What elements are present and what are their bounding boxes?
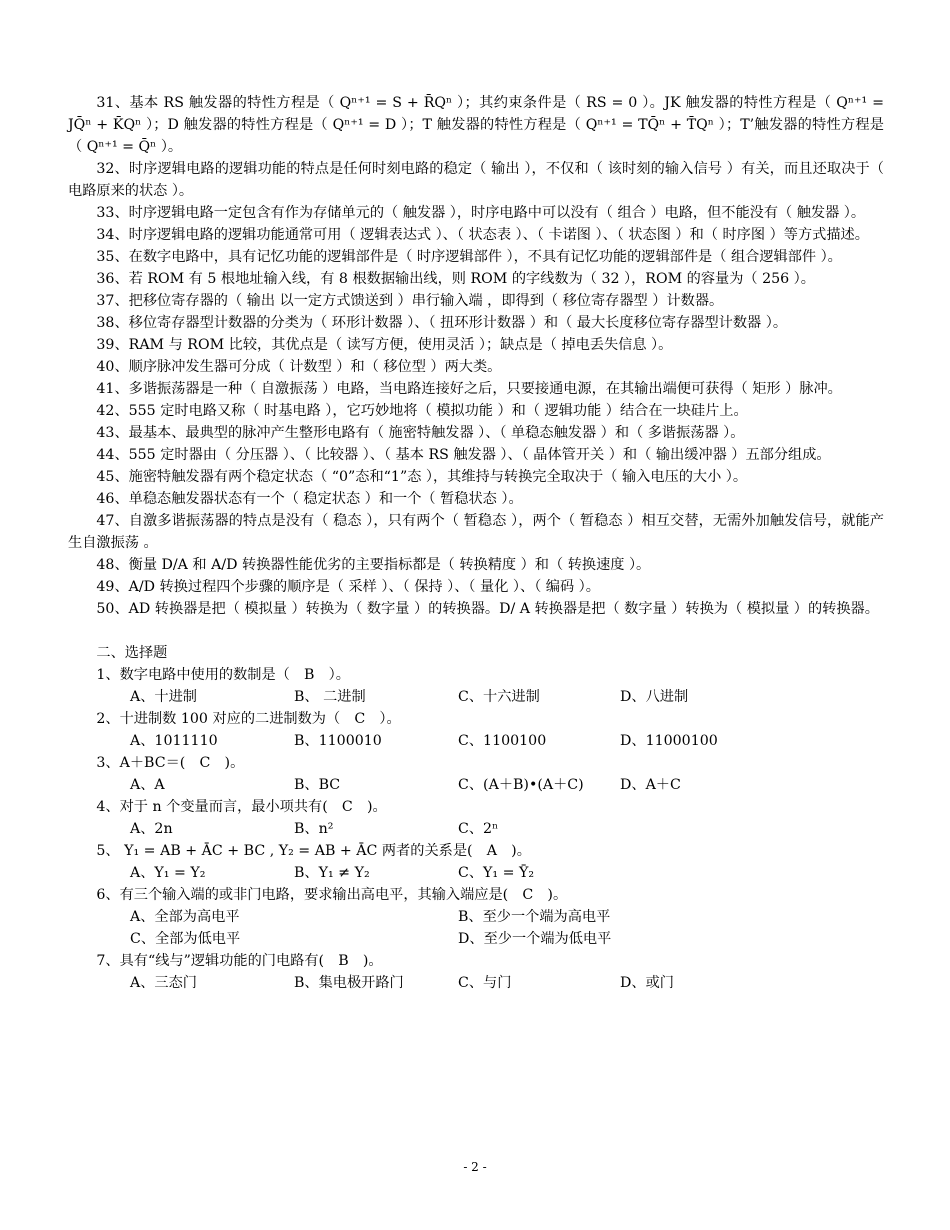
- fill-in-item: 31、基本 RS 触发器的特性方程是（ Qⁿ⁺¹ = S + R̄Qⁿ ）；其约束条件是（ RS = 0 ）。JK 触发器的特性方程是（ Qⁿ⁺¹ = JQ̄ⁿ + K̄Qⁿ ）；D 触发器的特性方程是（ Qⁿ⁺¹ = D ）；T 触发器的特性方程是（ Qⁿ⁺¹ = TQ̄ⁿ + T̄Qⁿ ）；T’触发器的特性方程是（ Qⁿ⁺¹ = Q̄ⁿ ）。: [68, 95, 884, 155]
- page-number: - 2 -: [463, 1160, 487, 1174]
- option: C、Y₁ = Ȳ₂: [458, 865, 535, 881]
- option: A、1011110: [130, 733, 218, 749]
- option: D、11000100: [620, 733, 718, 749]
- option: B、BC: [294, 777, 341, 793]
- option: A、十进制: [130, 689, 197, 705]
- option: B、 二进制: [294, 689, 366, 705]
- option: D、A＋C: [620, 777, 681, 793]
- fill-in-item: 39、RAM 与 ROM 比较，其优点是（ 读写方便，使用灵活 ）；缺点是（ 掉电丢失信息 ）。: [96, 337, 673, 353]
- option-row: [68, 730, 884, 752]
- fill-in-item: 48、衡量 D/A 和 A/D 转换器性能优劣的主要指标都是（ 转换精度 ）和（ 转换速度 ）。: [96, 557, 651, 573]
- option: D、八进制: [620, 689, 689, 705]
- page-content: [68, 92, 884, 994]
- fill-in-item: 41、多谐振荡器是一种（ 自激振荡 ）电路，当电路连接好之后，只要接通电源，在其输出端便可获得（ 矩形 ）脉冲。: [96, 381, 842, 397]
- fill-in-item: 32、时序逻辑电路的逻辑功能的特点是任何时刻电路的稳定（ 输出 ），不仅和（ 该时刻的输入信号 ）有关，而且还取决于（ 电路原来的状态 ）。: [68, 161, 884, 199]
- fill-in-item: 33、时序逻辑电路一定包含有作为存储单元的（ 触发器 ），时序电路中可以没有（ 组合 ）电路，但不能没有（ 触发器 ）。: [96, 205, 866, 221]
- option-row: [68, 928, 884, 950]
- option: B、Y₁ ≠ Y₂: [294, 865, 370, 881]
- option: A、Y₁ = Y₂: [130, 865, 206, 881]
- option: C、与门: [458, 975, 512, 991]
- fill-in-answers: [68, 92, 884, 620]
- option: D、至少一个端为低电平: [458, 931, 612, 947]
- choice-questions: [68, 664, 884, 994]
- option: C、1100100: [458, 733, 547, 749]
- question-stem: 6、有三个输入端的或非门电路，要求输出高电平，其输入端应是( C )。: [96, 887, 568, 903]
- fill-in-item: 44、555 定时器由（ 分压器 ）、（ 比较器 ）、（ 基本 RS 触发器 ）、（ 晶体管开关 ）和（ 输出缓冲器 ）五部分组成。: [96, 447, 831, 463]
- fill-in-item: 36、若 ROM 有 5 根地址输入线，有 8 根数据输出线，则 ROM 的字线数为（ 32 ），ROM 的容量为（ 256 ）。: [96, 271, 815, 287]
- option-row: [68, 972, 884, 994]
- fill-in-item: 42、555 定时电路又称（ 时基电路 ），它巧妙地将（ 模拟功能 ）和（ 逻辑功能 ）结合在一块硅片上。: [96, 403, 748, 419]
- option-row: [68, 774, 884, 796]
- option-row: [68, 862, 884, 884]
- fill-in-item: 45、施密特触发器有两个稳定状态（ “0”态和“1”态 ），其维持与转换完全取决于（ 输入电压的大小 ）。: [96, 469, 748, 485]
- question-stem: 4、对于 n 个变量而言，最小项共有( C )。: [96, 799, 387, 815]
- option: B、n²: [294, 821, 334, 837]
- fill-in-item: 38、移位寄存器型计数器的分类为（ 环形计数器 ）、（ 扭环形计数器 ）和（ 最大长度移位寄存器型计数器 ）。: [96, 315, 788, 331]
- option: A、全部为高电平: [130, 909, 240, 925]
- fill-in-item: 46、单稳态触发器状态有一个（ 稳定状态 ）和一个（ 暂稳状态 ）。: [96, 491, 523, 507]
- option-row: [68, 906, 884, 928]
- question-stem: 2、十进制数 100 对应的二进制数为（ C ）。: [96, 711, 401, 727]
- section-gap: [68, 620, 884, 642]
- option: A、2n: [130, 821, 173, 837]
- question-stem: 7、具有“线与”逻辑功能的门电路有( B )。: [96, 953, 383, 969]
- fill-in-item: 40、顺序脉冲发生器可分成（ 计数型 ）和（ 移位型 ）两大类。: [96, 359, 502, 375]
- option: D、或门: [620, 975, 674, 991]
- option-row: [68, 818, 884, 840]
- option: C、十六进制: [458, 689, 540, 705]
- question-stem: 1、数字电路中使用的数制是（ B ）。: [96, 667, 350, 683]
- option: C、(A＋B)•(A＋C): [458, 777, 584, 793]
- fill-in-item: 50、AD 转换器是把（ 模拟量 ）转换为（ 数字量 ）的转换器。D/ A 转换器是把（ 数字量 ）转换为（ 模拟量 ）的转换器。: [96, 601, 879, 617]
- option: B、1100010: [294, 733, 382, 749]
- fill-in-item: 43、最基本、最典型的脉冲产生整形电路有（ 施密特触发器 ）、（ 单稳态触发器 ）和（ 多谐振荡器 ）。: [96, 425, 745, 441]
- fill-in-item: 34、时序逻辑电路的逻辑功能通常可用（ 逻辑表达式 ）、（ 状态表 ）、（ 卡诺图 ）、（ 状态图 ）和（ 时序图 ）等方式描述。: [96, 227, 869, 243]
- section-title: 二、选择题: [96, 645, 168, 661]
- option: A、三态门: [130, 975, 197, 991]
- option: B、至少一个端为高电平: [458, 909, 611, 925]
- option: A、A: [130, 777, 165, 793]
- option: C、全部为低电平: [130, 931, 241, 947]
- fill-in-item: 49、A/D 转换过程四个步骤的顺序是（ 采样 ）、（ 保持 ）、（ 量化 ）、（ 编码 ）。: [96, 579, 600, 595]
- option-row: [68, 686, 884, 708]
- option: C、2ⁿ: [458, 821, 499, 837]
- question-stem: 5、 Y₁ = AB + ĀC + BC , Y₂ = AB + ĀC 两者的关系是( A )。: [96, 843, 531, 859]
- fill-in-item: 47、自激多谐振荡器的特点是没有（ 稳态 ），只有两个（ 暂稳态 ），两个（ 暂稳态 ）相互交替，无需外加触发信号，就能产生自激振荡 。: [68, 513, 884, 551]
- option: B、集电极开路门: [294, 975, 404, 991]
- fill-in-item: 35、在数字电路中，具有记忆功能的逻辑部件是（ 时序逻辑部件 ），不具有记忆功能的逻辑部件是（ 组合逻辑部件 ）。: [96, 249, 842, 265]
- fill-in-item: 37、把移位寄存器的（ 输出 以一定方式馈送到 ）串行输入端 ，即得到（ 移位寄存器型 ）计数器。: [96, 293, 724, 309]
- question-stem: 3、A＋BC＝( C )。: [96, 755, 245, 771]
